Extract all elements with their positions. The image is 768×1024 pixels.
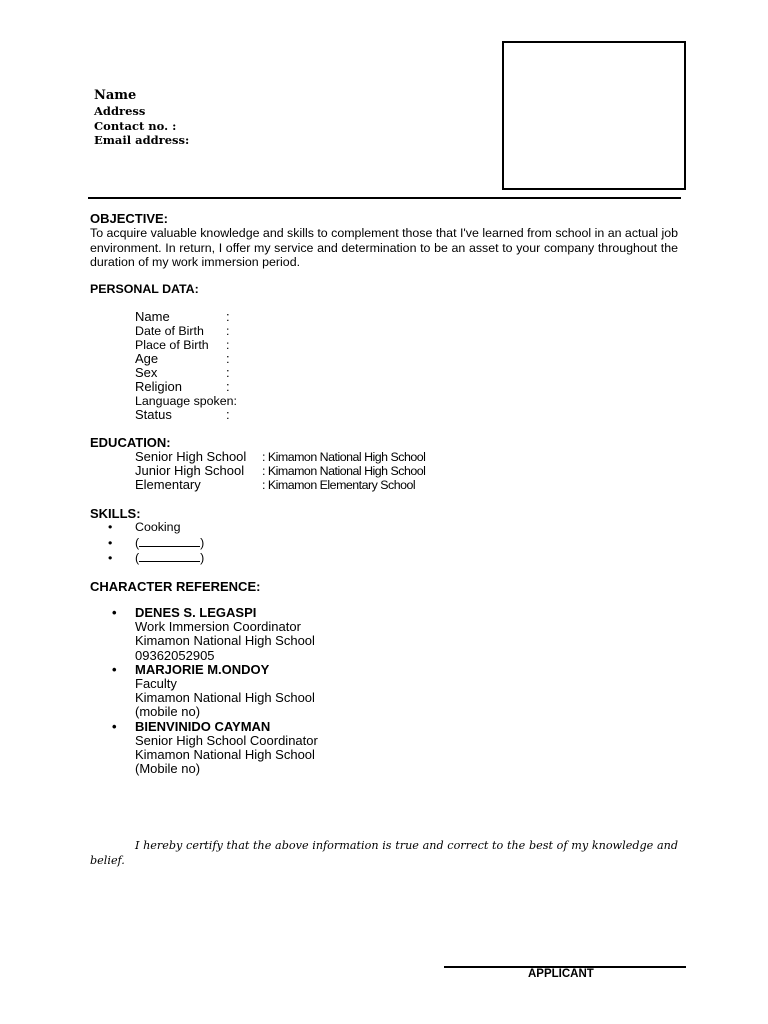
blank-underline — [139, 535, 200, 547]
education-school: : Kimamon National High School — [262, 450, 426, 464]
reference-contact: (mobile no) — [135, 704, 201, 720]
personal-data-label: Age — [135, 351, 159, 366]
certification-statement: I hereby certify that the above information is true and correct to the best of my knowledge and belief. — [90, 839, 678, 867]
education-list — [135, 449, 426, 492]
personal-data-colon: : — [226, 407, 230, 422]
personal-data-row — [135, 338, 237, 352]
skill-blank-field — [135, 550, 204, 566]
personal-data-colon: : — [226, 351, 230, 366]
blank-close-paren: ) — [200, 551, 205, 565]
reference-position: Senior High School Coordinator — [135, 732, 318, 748]
bullet-icon: • — [108, 536, 113, 550]
personal-data-label: Sex — [135, 365, 158, 380]
personal-data-row — [135, 394, 237, 408]
skill-item — [108, 520, 204, 535]
reference-name-row — [112, 663, 318, 677]
blank-close-paren: ) — [200, 536, 205, 550]
reference-name-row — [112, 606, 318, 620]
personal-data-colon: : — [226, 338, 230, 352]
reference-school: Kimamon National High School — [135, 690, 315, 706]
personal-data-row — [135, 352, 237, 366]
personal-data-colon: : — [226, 379, 230, 394]
education-row — [135, 463, 426, 478]
skill-item-blank — [108, 535, 204, 550]
personal-data-label: Religion — [135, 379, 182, 394]
reference-school: Kimamon National High School — [135, 633, 315, 649]
education-row — [135, 449, 426, 464]
blank-underline — [139, 550, 200, 562]
bullet-icon: • — [112, 661, 117, 677]
personal-data-row — [135, 408, 237, 422]
reference-item — [112, 606, 318, 663]
personal-data-label: Place of Birth — [135, 338, 209, 352]
personal-data-row — [135, 366, 237, 380]
education-level: Senior High School — [135, 449, 247, 464]
reference-position: Work Immersion Coordinator — [135, 619, 301, 635]
education-row — [135, 477, 416, 492]
reference-name: BIENVINIDO CAYMAN — [135, 718, 271, 734]
personal-data-row — [135, 324, 237, 338]
photo-placeholder-box — [502, 41, 686, 190]
bullet-icon: • — [108, 551, 113, 565]
objective-text: To acquire valuable knowledge and skills to complement those that I've learned from school in an actual job environment. In return, I offer my service and determination to be an asset to your company throughout the duration of my work immersion period. — [90, 226, 678, 269]
personal-data-label: Date of Birth — [135, 324, 204, 338]
skill-label: Cooking — [135, 520, 181, 534]
skill-blank-field — [135, 535, 204, 551]
education-school: : Kimamon National High School — [262, 464, 426, 478]
email-address-label: Email address: — [94, 133, 190, 147]
personal-data-label: Status — [135, 407, 172, 422]
skill-item-blank — [108, 550, 204, 565]
contact-number-label: Contact no. : — [94, 118, 177, 133]
personal-data-label: Language spoken: — [135, 394, 237, 408]
personal-data-row — [135, 310, 237, 324]
bullet-icon: • — [112, 605, 117, 620]
bullet-icon: • — [112, 718, 117, 734]
header-divider — [88, 197, 681, 199]
reference-school: Kimamon National High School — [135, 746, 315, 762]
skills-heading: SKILLS: — [90, 506, 141, 521]
reference-name: DENES S. LEGASPI — [135, 605, 257, 620]
applicant-name-label: Name — [94, 88, 137, 103]
reference-contact: (Mobile no) — [135, 761, 201, 777]
applicant-signature-label: APPLICANT — [528, 968, 594, 980]
reference-list — [112, 606, 318, 776]
blank-open-paren: ( — [135, 551, 140, 565]
education-level: Elementary — [135, 477, 201, 492]
reference-item — [112, 663, 318, 720]
personal-data-row — [135, 380, 237, 394]
education-school: : Kimamon Elementary School — [262, 478, 416, 492]
personal-data-heading: PERSONAL DATA: — [90, 282, 199, 296]
contact-header — [94, 88, 189, 148]
personal-data-colon: : — [226, 309, 230, 324]
address-label: Address — [94, 104, 146, 118]
skills-list — [108, 520, 204, 565]
blank-open-paren: ( — [135, 536, 140, 550]
personal-data-colon: : — [226, 365, 230, 380]
character-reference-heading: CHARACTER REFERENCE: — [90, 579, 261, 594]
education-level: Junior High School — [135, 463, 245, 478]
education-heading: EDUCATION: — [90, 435, 171, 450]
reference-name-row — [112, 720, 318, 734]
personal-data-list — [135, 310, 237, 422]
personal-data-label: Name — [135, 309, 170, 324]
reference-item — [112, 720, 318, 777]
bullet-icon: • — [108, 520, 113, 534]
personal-data-colon: : — [226, 324, 230, 338]
objective-heading: OBJECTIVE: — [90, 211, 169, 226]
reference-contact: 09362052905 — [135, 647, 215, 663]
reference-position: Faculty — [135, 675, 177, 691]
reference-name: MARJORIE M.ONDOY — [135, 661, 270, 677]
